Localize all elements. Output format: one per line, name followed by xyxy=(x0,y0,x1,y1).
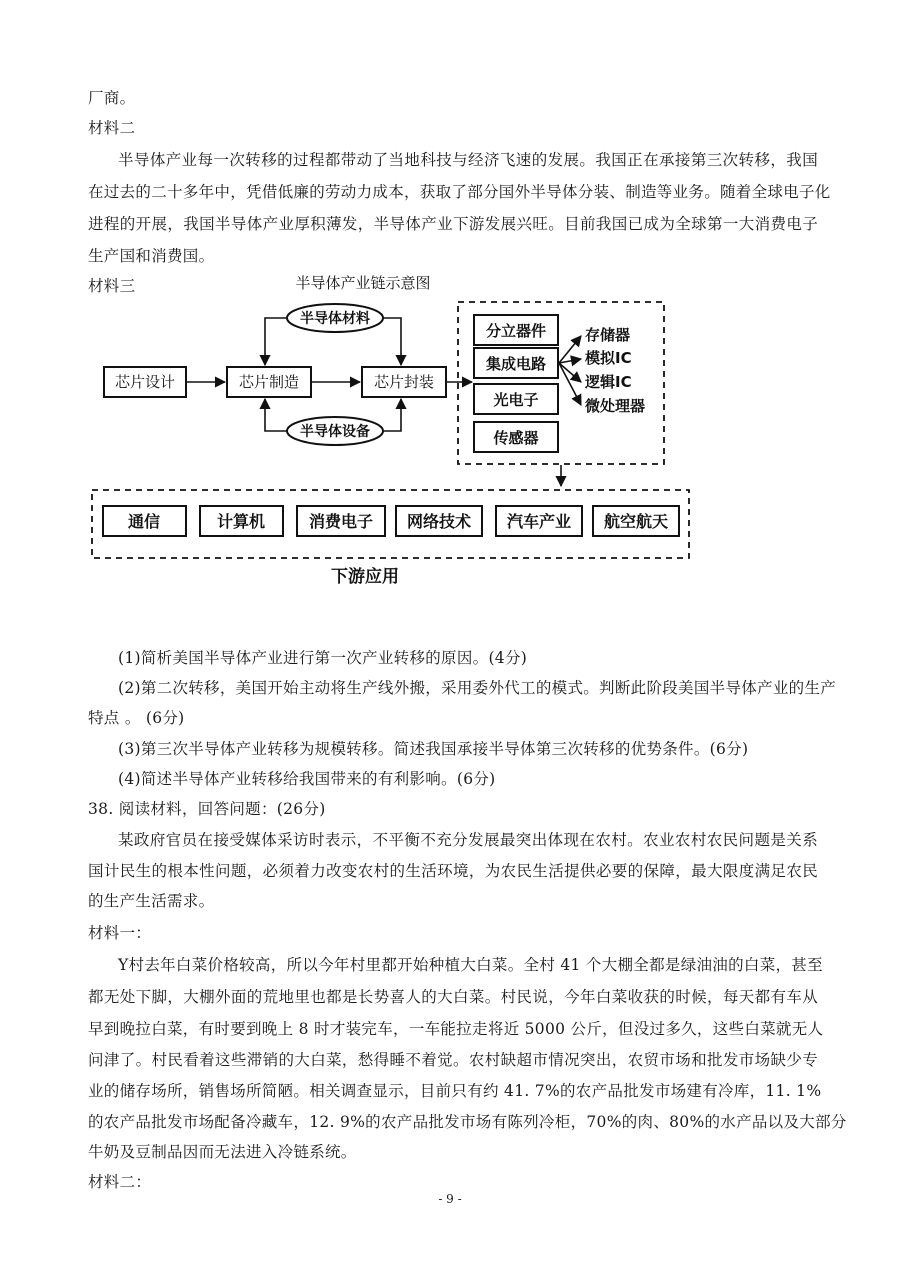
question-3: (3)第三次半导体产业转移为规模转移。简述我国承接半导体第三次转移的优势条件。(6分) xyxy=(118,740,749,758)
section-label: 材料三 xyxy=(88,277,136,295)
text-line: 某政府官员在接受媒体采访时表示，不平衡不充分发展最突出体现在农村。农业农村农民问题是关系 xyxy=(118,831,818,849)
chip-packaging-label: 芯片封装 xyxy=(373,373,435,391)
downstream-label: 汽车产业 xyxy=(506,512,572,531)
semiconductor-material-label: 半导体材料 xyxy=(300,311,370,327)
page-number: - 9 - xyxy=(438,1192,462,1206)
text-line: 牛奶及豆制品因而无法进入冷链系统。 xyxy=(88,1143,357,1161)
question-1: (1)简析美国半导体产业进行第一次产业转移的原因。(4分) xyxy=(118,649,528,667)
text-line: 厂商。 xyxy=(88,89,136,107)
product-label: 集成电路 xyxy=(485,355,547,373)
text-line: 在过去的二十多年中，凭借低廉的劳动力成本，获取了部分国外半导体分装、制造等业务。随着全球电子化 xyxy=(88,183,831,201)
downstream-title: 下游应用 xyxy=(331,567,399,587)
text-line: 半导体产业每一次转移的过程都带动了当地科技与经济飞速的发展。我国正在承接第三次转移，我国 xyxy=(118,151,818,169)
section-label: 材料一： xyxy=(88,924,152,942)
arrow xyxy=(383,318,401,365)
text-line: 问津了。村民看着这些滞销的大白菜，愁得睡不着觉。农村缺超市情况突出，农贸市场和批发市场缺少专 xyxy=(88,1051,818,1069)
question-2: (2)第二次转移，美国开始主动将生产线外搬，采用委外代工的模式。判断此阶段美国半导体产业的生产 xyxy=(118,679,837,697)
text-line: 生产国和消费国。 xyxy=(88,247,215,265)
arrow xyxy=(265,318,287,365)
industry-chain-diagram xyxy=(0,0,900,620)
product-label: 传感器 xyxy=(493,429,539,447)
text-line: 国计民生的根本性问题，必须着力改变农村的生活环境，为农民生活提供必要的保障，最大限度满足农民 xyxy=(88,862,818,880)
product-label: 光电子 xyxy=(493,391,539,409)
chip-manufacture-label: 芯片制造 xyxy=(238,373,300,391)
arrow xyxy=(265,399,287,431)
downstream-label: 通信 xyxy=(127,512,161,531)
ic-type-label: 模拟IC xyxy=(585,349,632,367)
section-label: 材料二 xyxy=(88,119,136,137)
downstream-label: 网络技术 xyxy=(406,512,472,531)
downstream-label: 航空航天 xyxy=(603,512,669,531)
arrow xyxy=(559,363,581,382)
ic-type-label: 存储器 xyxy=(585,326,631,344)
text-line: 都无处下脚，大棚外面的荒地里也都是长势喜人的大白菜。村民说，今年白菜收获的时候，每天都有车从 xyxy=(88,988,818,1006)
text-line: Y村去年白菜价格较高，所以今年村里都开始种植大白菜。全村 41 个大棚全都是绿油油的白菜，甚至 xyxy=(118,956,823,974)
product-label: 分立器件 xyxy=(485,322,547,340)
text-line: 早到晚拉白菜，有时要到晚上 8 时才装完车，一车能拉走将近 5000 公斤，但没过多久，这些白菜就无人 xyxy=(88,1020,824,1038)
downstream-label: 消费电子 xyxy=(308,512,374,531)
chip-design-label: 芯片设计 xyxy=(114,373,176,391)
semiconductor-equipment-label: 半导体设备 xyxy=(300,424,370,440)
ic-type-label: 微处理器 xyxy=(585,397,646,415)
diagram-title: 半导体产业链示意图 xyxy=(295,274,431,292)
text-line: 业的储存场所，销售场所简陋。相关调查显示，目前只有约 41. 7%的农产品批发市场建有冷库，11. 1% xyxy=(88,1082,822,1100)
section-label: 材料二： xyxy=(88,1173,152,1191)
ic-type-label: 逻辑IC xyxy=(585,373,632,391)
question-2-cont: 特点 。 (6分) xyxy=(88,709,185,727)
downstream-label: 计算机 xyxy=(216,512,266,531)
question-4: (4)简述半导体产业转移给我国带来的有利影响。(6分) xyxy=(118,770,496,788)
text-line: 进程的开展，我国半导体产业厚积薄发，半导体产业下游发展兴旺。目前我国已成为全球第一大消费电子 xyxy=(88,215,818,233)
question-38: 38. 阅读材料，回答问题：(26分) xyxy=(88,800,326,818)
arrow xyxy=(559,363,581,405)
arrow xyxy=(383,399,401,431)
text-line: 的农产品批发市场配备冷藏车，12. 9%的农产品批发市场有陈列冷柜，70%的肉、80%的水产品以及大部分 xyxy=(88,1113,847,1131)
text-line: 的生产生活需求。 xyxy=(88,892,215,910)
